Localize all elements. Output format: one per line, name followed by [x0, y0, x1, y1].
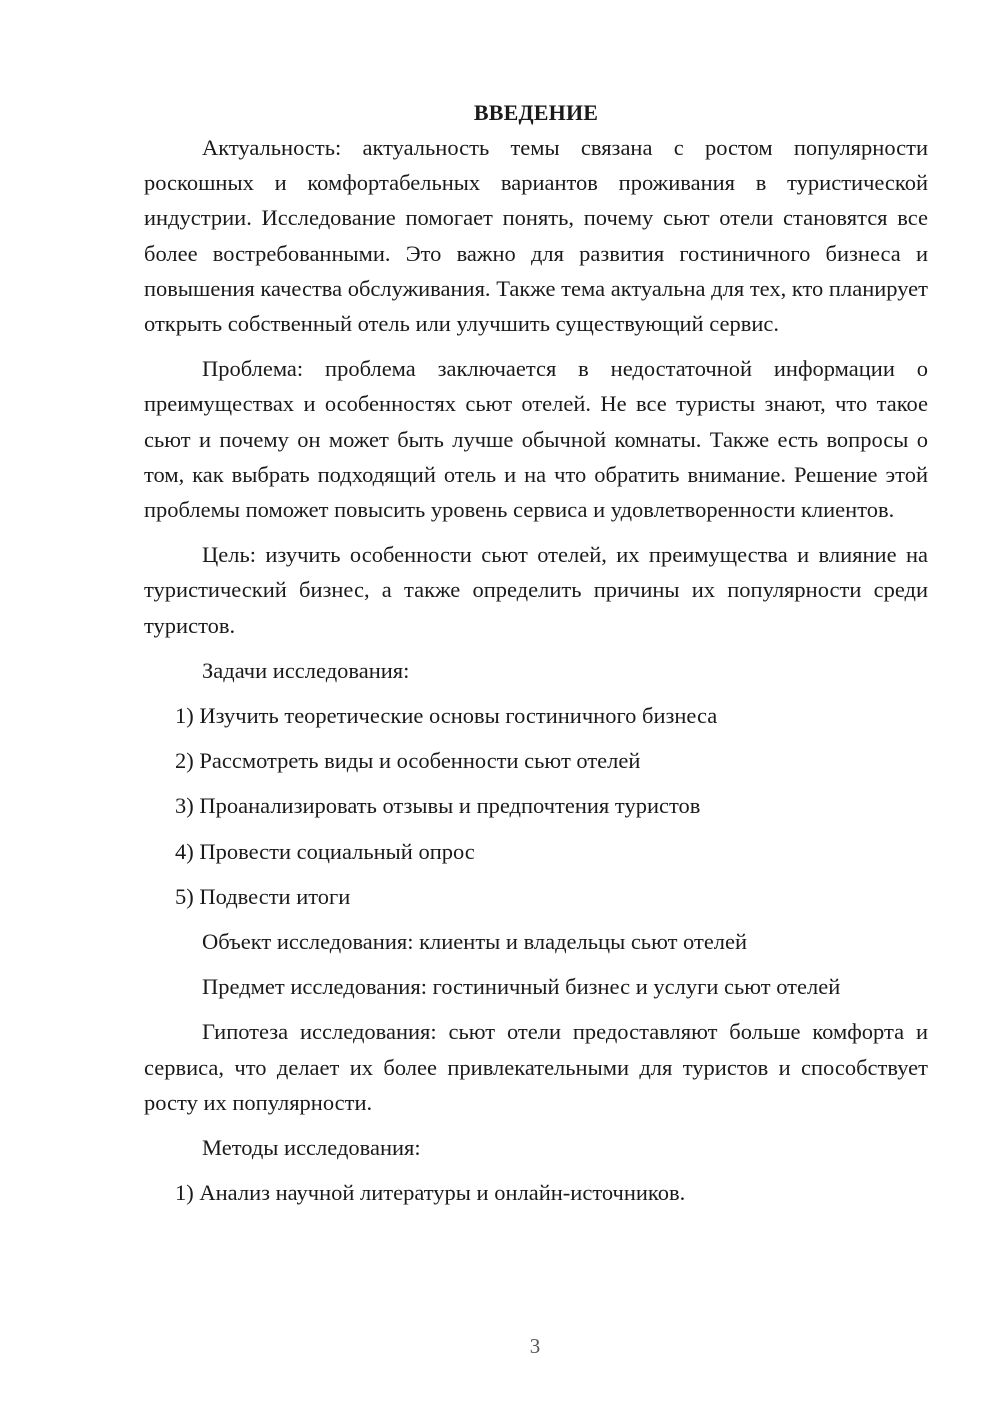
paragraph-gap	[144, 1120, 928, 1130]
task-item: 5) Подвести итоги	[175, 883, 351, 909]
tasks-heading: Задачи исследования:	[202, 657, 410, 683]
method-item: 1) Анализ научной литературы и онлайн-источников.	[175, 1180, 686, 1206]
task-item: 1) Изучить теоретические основы гостиничного бизнеса	[175, 703, 718, 729]
page-content	[144, 95, 928, 1220]
paragraph-gap	[144, 341, 928, 351]
task-item: 2) Рассмотреть виды и особенности сьют отелей	[175, 748, 641, 774]
page-title: ВВЕДЕНИЕ	[473, 100, 599, 125]
paragraph-gap	[144, 643, 928, 653]
problem-paragraph: Проблема: проблема заключается в недостаточной информации о преимуществах и особенностях сьют отелей. Не все туристы знают, что такое сьют и почему он может быть лучше обычной комнаты. Также есть вопросы о том, как выбрать подходящий отель и на что обратить внимание. Решение этой проблемы поможет повысить уровень сервиса и удовлетворенности клиентов.	[144, 356, 928, 523]
relevance-paragraph: Актуальность: актуальность темы связана с ростом популярности роскошных и комфортабельных вариантов проживания в туристической индустрии. Исследование помогает понять, почему сьют отели становятся все более востребованными. Это важно для развития гостиничного бизнеса и повышения качества обслуживания. Также тема актуальна для тех, кто планирует открыть собственный отель или улучшить существующий сервис.	[144, 135, 928, 337]
task-item: 4) Провести социальный опрос	[175, 838, 475, 864]
paragraph-gap	[144, 527, 928, 537]
research-object: Объект исследования: клиенты и владельцы сьют отелей	[202, 929, 748, 955]
methods-heading: Методы исследования:	[202, 1135, 421, 1161]
research-subject: Предмет исследования: гостиничный бизнес и услуги сьют отелей	[202, 974, 841, 1000]
hypothesis-paragraph: Гипотеза исследования: сьют отели предоставляют больше комфорта и сервиса, что делает их более привлекательными для туристов и способствует росту их популярности.	[144, 1019, 928, 1115]
goal-paragraph: Цель: изучить особенности сьют отелей, их преимущества и влияние на туристический бизнес, а также определить причины их популярности среди туристов.	[144, 542, 928, 638]
task-item: 3) Проанализировать отзывы и предпочтения туристов	[175, 793, 701, 819]
page-number: 3	[529, 1334, 541, 1358]
